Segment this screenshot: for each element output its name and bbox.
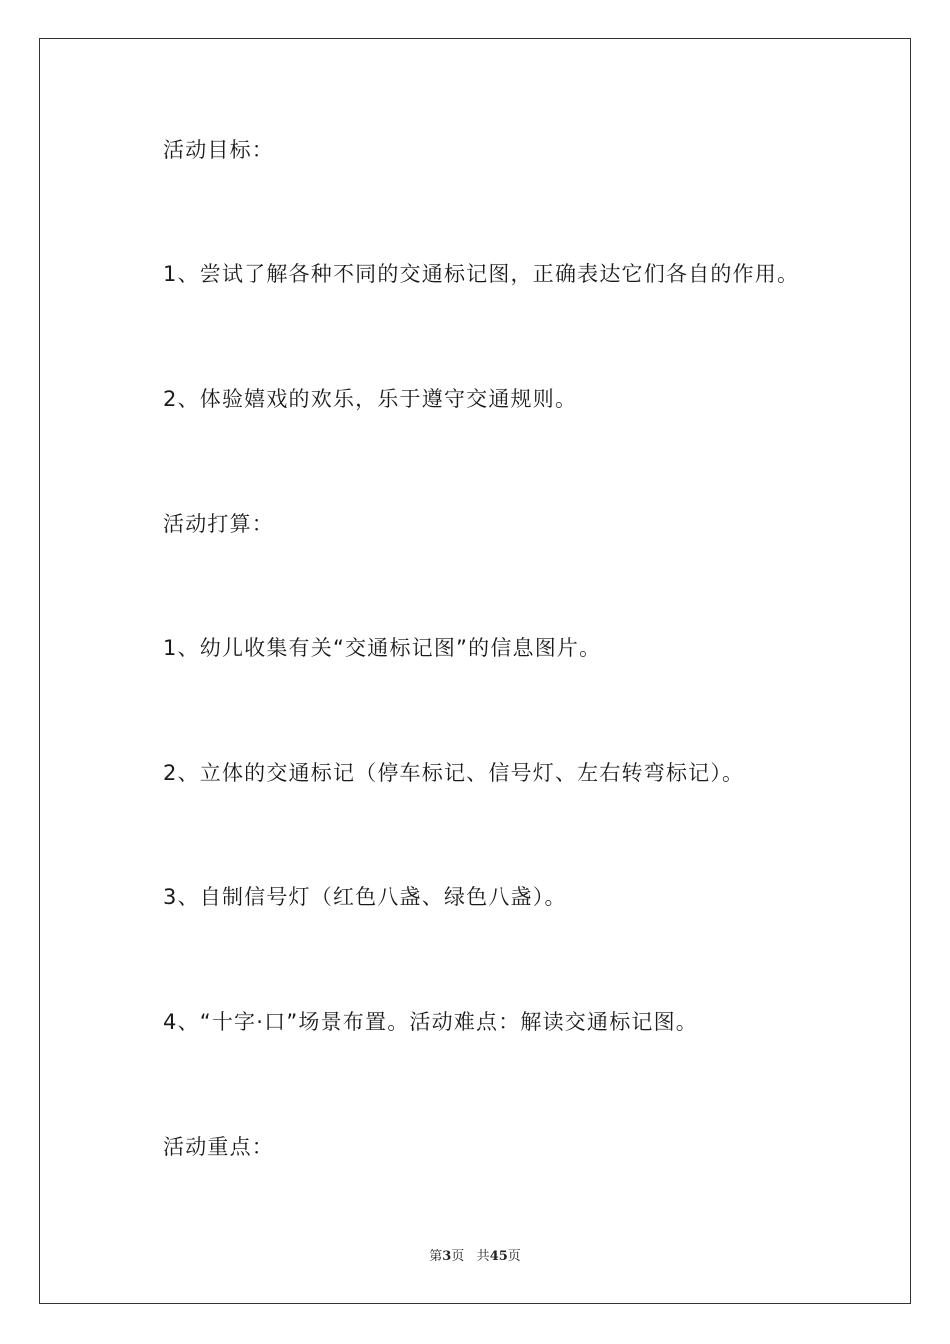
footer-total-suffix: 页 <box>507 1249 521 1264</box>
paragraph-preparation-4: 4、“十字·口”场景布置。活动难点：解读交通标记图。 <box>163 1010 698 1034</box>
heading-activity-preparation: 活动打算： <box>163 512 274 536</box>
heading-activity-focus: 活动重点： <box>163 1135 274 1159</box>
paragraph-goal-1: 1、尝试了解各种不同的交通标记图，正确表达它们各自的作用。 <box>163 262 800 286</box>
footer-page-prefix: 第 <box>429 1249 443 1264</box>
paragraph-preparation-3: 3、自制信号灯（红色八盏、绿色八盏）。 <box>163 885 567 909</box>
paragraph-preparation-2: 2、立体的交通标记（停车标记、信号灯、左右转弯标记）。 <box>163 761 745 785</box>
footer-page-suffix: 页 <box>451 1249 465 1264</box>
heading-activity-goals: 活动目标： <box>163 138 274 162</box>
page-footer <box>0 1248 950 1266</box>
paragraph-preparation-1: 1、幼儿收集有关“交通标记图”的信息图片。 <box>163 636 602 660</box>
footer-page-number: 3 <box>442 1249 452 1264</box>
footer-total-prefix: 共 <box>476 1249 490 1264</box>
paragraph-goal-2: 2、体验嬉戏的欢乐，乐于遵守交通规则。 <box>163 387 578 411</box>
page-border <box>39 38 911 1304</box>
footer-total-pages: 45 <box>489 1249 508 1264</box>
